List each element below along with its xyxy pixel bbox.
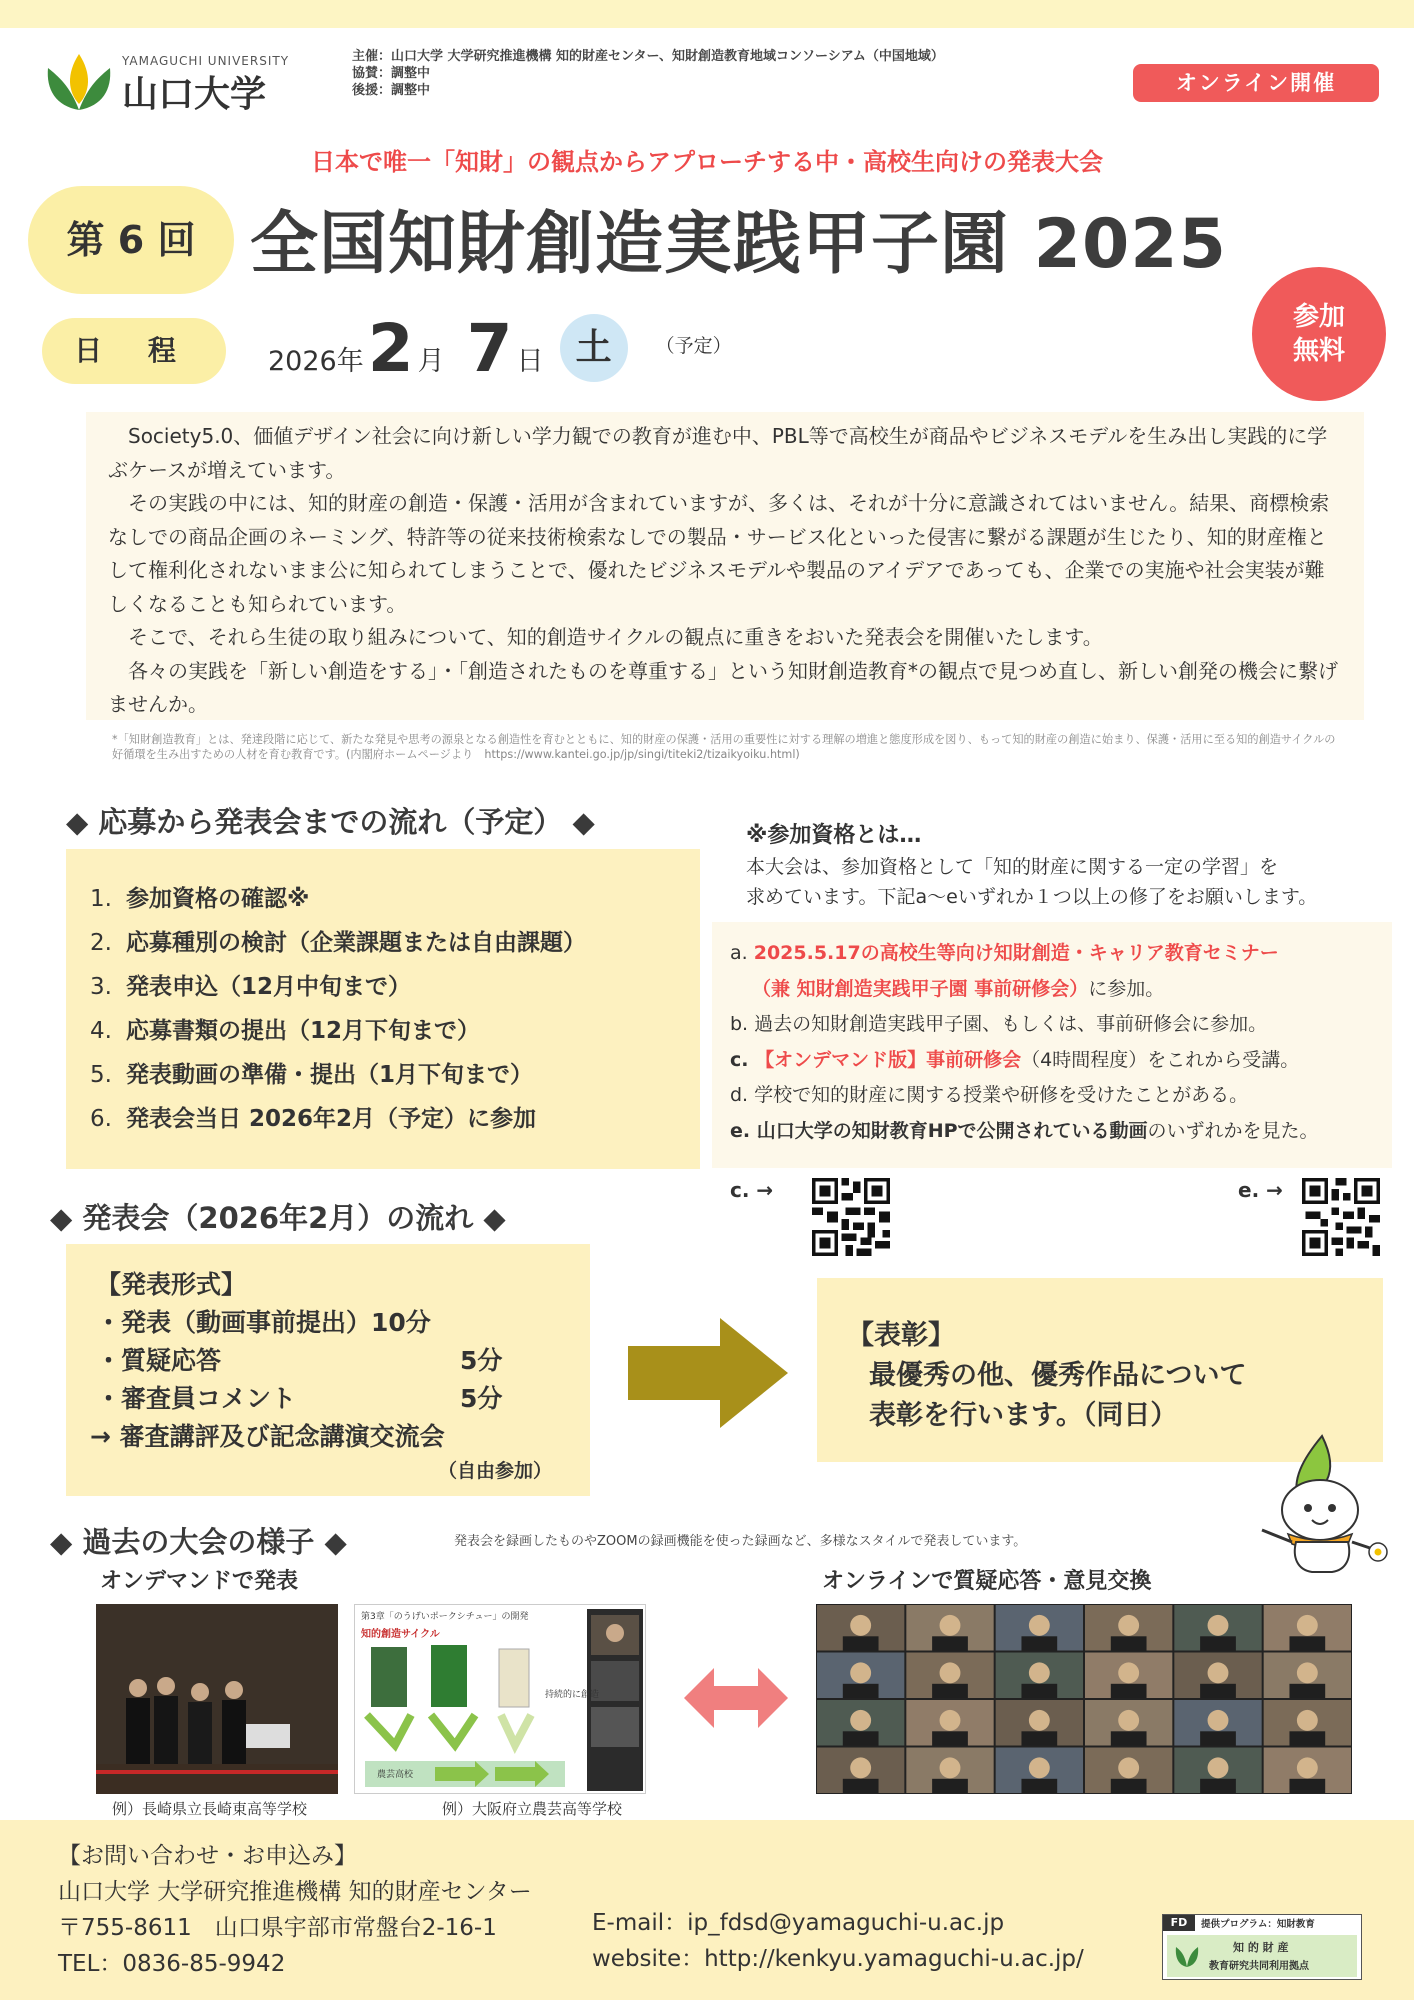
participant-body (932, 1684, 968, 1698)
participant-face (1208, 1757, 1229, 1778)
award-title: 【表彰】 (847, 1320, 955, 1351)
participant-face (1208, 1662, 1229, 1683)
contact-title: 【お問い合わせ・お申込み】 (58, 1843, 357, 1869)
participant-body (1021, 1684, 1057, 1698)
format-row-label: ・審査員コメント (96, 1384, 297, 1413)
participant-body (1289, 1731, 1325, 1745)
date-month: 2 (367, 310, 414, 387)
flow-list (90, 877, 676, 1141)
qualification-d: d. 学校で知的財産に関する授業や研修を受けたことがある。 (730, 1084, 1249, 1106)
qualification-b: b. 過去の知財創造実践甲子園、もしくは、事前研修会に参加。 (730, 1013, 1268, 1035)
fd-tag: FD (1163, 1915, 1195, 1931)
flow-item (90, 965, 676, 1009)
top-band (0, 0, 1414, 28)
round-badge: 第 6 回 (28, 186, 234, 294)
free-badge-line1: 参加 (1292, 302, 1345, 332)
participant-body (1021, 1779, 1057, 1793)
qualification-c (730, 1043, 1374, 1079)
fd-name: 知 的 財 産 (1233, 1941, 1289, 1954)
photo-online-meeting (816, 1604, 1352, 1794)
organizer-host: 主催：山口大学 大学研究推進機構 知的財産センター、知財創造教育地域コンソーシアム（中国地域） (352, 49, 944, 64)
caption-osaka: 例）大阪府立農芸高等学校 (442, 1800, 623, 1818)
participant-face (1029, 1757, 1050, 1778)
participant-face (850, 1662, 871, 1683)
format-row (96, 1380, 560, 1418)
participant-body (932, 1779, 968, 1793)
flow-item-number: 2. (90, 930, 112, 956)
participant-face (1029, 1662, 1050, 1683)
contact-tel: TEL：0836-85-9942 (58, 1951, 286, 1977)
qualification-text (746, 852, 1317, 912)
date-day-unit: 日 (516, 346, 544, 377)
contact-address: 〒755-8611 山口県宇部市常盤台2-16-1 (58, 1915, 497, 1941)
format-row-time: 5分 (460, 1346, 503, 1375)
flow-item-number: 5. (90, 1062, 112, 1088)
participant-body (1021, 1636, 1057, 1650)
participant-body (1021, 1731, 1057, 1745)
participant-face (850, 1710, 871, 1731)
intro-paragraph: その実践の中には、知的財産の創造・保護・活用が含まれていますが、多くは、それが十分に意識されてはいません。結果、商標検索なしでの商品企画のネーミング、特許等の従来技術検索なしでの製品・サービス化といった侵害に繋がる課題が生じたり、知的財産権として権利化されないまま公に知られてしまうことで、優れたビジネスモデルや製品のアイデアであっても、企業での実施や社会実装が難しくなることも知られています。 (108, 491, 1330, 616)
slide-mid-text: 持続的に創造 (545, 1690, 600, 1700)
fd-program: 提供プログラム：知財教育 (1201, 1919, 1315, 1930)
qualification-a (730, 936, 1374, 972)
ondemand-label: オンデマンドで発表 (100, 1569, 299, 1594)
date-month-unit: 月 (417, 346, 445, 377)
participant-face (1208, 1615, 1229, 1636)
qualification-e (730, 1114, 1374, 1150)
flow-item-number: 1. (90, 886, 112, 912)
participant-face (850, 1615, 871, 1636)
format-row (96, 1342, 560, 1380)
intro-paragraph: Society5.0、価値デザイン社会に向け新しい学力観での教育が進む中、PBL等で高校生が商品やビジネスモデルを生み出し実践的に学ぶケースが増えています。 (108, 424, 1328, 482)
qualification-title: ※参加資格とは… (746, 823, 922, 848)
participant-face (1297, 1662, 1318, 1683)
participant-body (932, 1731, 968, 1745)
flow-item-number: 6. (90, 1106, 112, 1132)
participant-body (843, 1684, 879, 1698)
intro-text (86, 412, 1364, 720)
participant-body (843, 1731, 879, 1745)
qualification-a-seminar: 2025.5.17の高校生等向け知財創造・キャリア教育セミナー (753, 942, 1279, 964)
participant-face (1118, 1757, 1139, 1778)
format-row-time: 5分 (460, 1384, 503, 1413)
organizer-support: 後援：調整中 (352, 83, 431, 98)
free-badge-line2: 無料 (1292, 336, 1345, 366)
participant-face (940, 1757, 961, 1778)
flow-item-number: 3. (90, 974, 112, 1000)
mascot-icon (1252, 1430, 1392, 1578)
caption-nagasaki: 例）長崎県立長崎東高等学校 (112, 1800, 308, 1818)
qualification-e-video: e. 山口大学の知財教育HPで公開されている動画 (730, 1119, 1148, 1142)
university-name-jp: 山口大学 (122, 74, 267, 115)
schedule-label: 日 程 (42, 318, 226, 384)
participant-face (850, 1757, 871, 1778)
award-line: 表彰を行います。（同日） (869, 1400, 1178, 1431)
event-title: 全国知財創造実践甲子園 2025 (250, 205, 1227, 284)
flow-item-text: 発表申込（12月中旬まで） (126, 974, 412, 1000)
format-box (66, 1244, 590, 1496)
qualification-c-ondemand: 【オンデマンド版】事前研修会 (755, 1048, 1022, 1071)
flow-item-text: 参加資格の確認※ (126, 886, 310, 912)
past-heading: ◆ 過去の大会の様子 ◆ (50, 1525, 347, 1559)
university-name-en: YAMAGUCHI UNIVERSITY (122, 54, 290, 68)
qualification-a-pretraining: （兼 知財創造実践甲子園 事前研修会） (752, 977, 1089, 1000)
flow-item-number: 4. (90, 1018, 112, 1044)
organizer-sponsor: 協賛：調整中 (352, 66, 431, 81)
flow-item-text: 発表動画の準備・提出（1月下旬まで） (126, 1062, 534, 1088)
qualification-line: 本大会は、参加資格として「知的財産に関する一定の学習」を (746, 856, 1279, 878)
format-row (96, 1304, 560, 1342)
participant-face (1297, 1757, 1318, 1778)
qr-code-e-icon[interactable] (1302, 1178, 1380, 1256)
tagline: 日本で唯一「知財」の観点からアプローチする中・高校生向けの発表大会 (311, 148, 1103, 176)
online-badge: オンライン開催 (1133, 64, 1379, 102)
right-arrow-icon (628, 1318, 788, 1428)
flow-item (90, 1053, 676, 1097)
flow-item-text: 応募種別の検討（企業課題または自由課題） (126, 930, 586, 956)
participant-face (1029, 1710, 1050, 1731)
date-year: 2026年 (268, 346, 364, 377)
fd-base: 教育研究共同利用拠点 (1209, 1961, 1309, 1972)
format-title: 【発表形式】 (96, 1270, 247, 1299)
presentation-heading: ◆ 発表会（2026年2月）の流れ ◆ (50, 1201, 506, 1235)
award-line: 最優秀の他、優秀作品について (869, 1360, 1247, 1391)
slide-subtitle: 知的創造サイクル (361, 1629, 440, 1640)
qualification-line: 求めています。下記a〜eいずれか１つ以上の修了をお願いします。 (746, 886, 1318, 908)
qr-c-label: c. → (730, 1178, 774, 1202)
flow-item (90, 1009, 676, 1053)
participant-body (1111, 1636, 1147, 1650)
contact-website[interactable]: website：http://kenkyu.yamaguchi-u.ac.jp/ (592, 1946, 1084, 1972)
university-logo-icon (42, 46, 116, 116)
slide-title: 第3章「のうげいポークシチュー」の開発 (361, 1612, 529, 1622)
flow-heading: ◆ 応募から発表会までの流れ（予定） ◆ (66, 805, 595, 839)
participant-body (1200, 1731, 1236, 1745)
participant-face (940, 1615, 961, 1636)
participant-body (1200, 1779, 1236, 1793)
qualification-a-tail: に参加。 (1088, 977, 1165, 1000)
qr-e-label: e. → (1238, 1178, 1283, 1202)
free-join-note: （自由参加） (437, 1460, 552, 1482)
participant-body (843, 1779, 879, 1793)
fd-leaf-icon (1173, 1941, 1201, 1969)
date-note: （予定） (655, 335, 732, 357)
format-row-label: ・発表（動画事前提出）10分 (96, 1308, 431, 1337)
format-row-label: ・質疑応答 (96, 1346, 222, 1375)
flow-item-text: 発表会当日 2026年2月（予定）に参加 (126, 1106, 537, 1132)
participant-face (1297, 1710, 1318, 1731)
flow-item-text: 応募書類の提出（12月下旬まで） (126, 1018, 481, 1044)
flow-item (90, 1097, 676, 1141)
photo-osaka-slide (354, 1604, 646, 1794)
participant-body (1200, 1684, 1236, 1698)
participant-body (1289, 1779, 1325, 1793)
participant-body (1200, 1636, 1236, 1650)
intro-paragraph: そこで、それら生徒の取り組みについて、知的創造サイクルの観点に重きをおいた発表会を開催いたします。 (128, 625, 1103, 649)
participant-body (843, 1636, 879, 1650)
past-note: 発表会を録画したものやZOOMの録画機能を使った録画など、多様なスタイルで発表しています。 (454, 1534, 1027, 1549)
double-arrow-icon (684, 1668, 788, 1728)
participant-body (932, 1636, 968, 1650)
fd-logo (1162, 1914, 1362, 1980)
participant-face (940, 1662, 961, 1683)
qualification-box (712, 922, 1392, 1168)
flow-item (90, 921, 676, 965)
organizers (352, 48, 944, 99)
participant-face (1118, 1615, 1139, 1636)
qualification-c-prefix: c. (730, 1048, 756, 1071)
date-day: 7 (466, 310, 513, 387)
contact-info (58, 1838, 532, 1982)
contact-email[interactable]: E-mail：ip_fdsd@yamaguchi-u.ac.jp (592, 1910, 1005, 1936)
online-label: オンラインで質疑応答・意見交換 (822, 1569, 1152, 1594)
qr-code-c-icon[interactable] (812, 1178, 890, 1256)
qualification-c-tail: （4時間程度）をこれから受講。 (1021, 1048, 1300, 1071)
participant-face (1029, 1615, 1050, 1636)
contact-online (592, 1905, 1084, 1977)
qualification-a-cont (730, 972, 1374, 1008)
qualification-e-tail: のいずれかを見た。 (1147, 1119, 1319, 1142)
footnote: *「知財創造教育」とは、発達段階に応じて、新たな発見や思考の源泉となる創造性を育むとともに、知的財産の保護・活用の重要性に対する理解の増進と態度形成を図り、もって知的財産の創造に始まり、保護・活用に至る知的創造サイクルの好循環を生み出すための人材を育む教育です。(内閣府ホームページより https://www.kantei.go.jp/jp/singi/titeki2/tizaikyoiku.html) (112, 733, 1336, 761)
weekday-badge: 土 (560, 314, 628, 382)
contact-org: 山口大学 大学研究推進機構 知的財産センター (58, 1879, 532, 1905)
participant-face (1118, 1662, 1139, 1683)
free-badge (1252, 267, 1386, 401)
event-date (264, 306, 732, 386)
participant-face (940, 1710, 961, 1731)
photo-nagasaki (96, 1604, 338, 1794)
participant-face (1118, 1710, 1139, 1731)
participant-body (1111, 1779, 1147, 1793)
participant-body (1289, 1684, 1325, 1698)
intro-paragraph: 各々の実践を「新しい創造をする」・「創造されたものを尊重する」という知財創造教育*の観点で見つめ直し、新しい創発の機会に繋げませんか。 (108, 658, 1338, 716)
flow-box (66, 849, 700, 1169)
participant-body (1111, 1731, 1147, 1745)
participant-body (1111, 1684, 1147, 1698)
participant-face (1297, 1615, 1318, 1636)
format-after: → 審査講評及び記念講演交流会 (90, 1422, 445, 1451)
qualification-a-prefix: a. (730, 942, 754, 964)
participant-face (1208, 1710, 1229, 1731)
participant-body (1289, 1636, 1325, 1650)
flow-item (90, 877, 676, 921)
slide-bottom-text: 農芸高校 (377, 1770, 414, 1780)
